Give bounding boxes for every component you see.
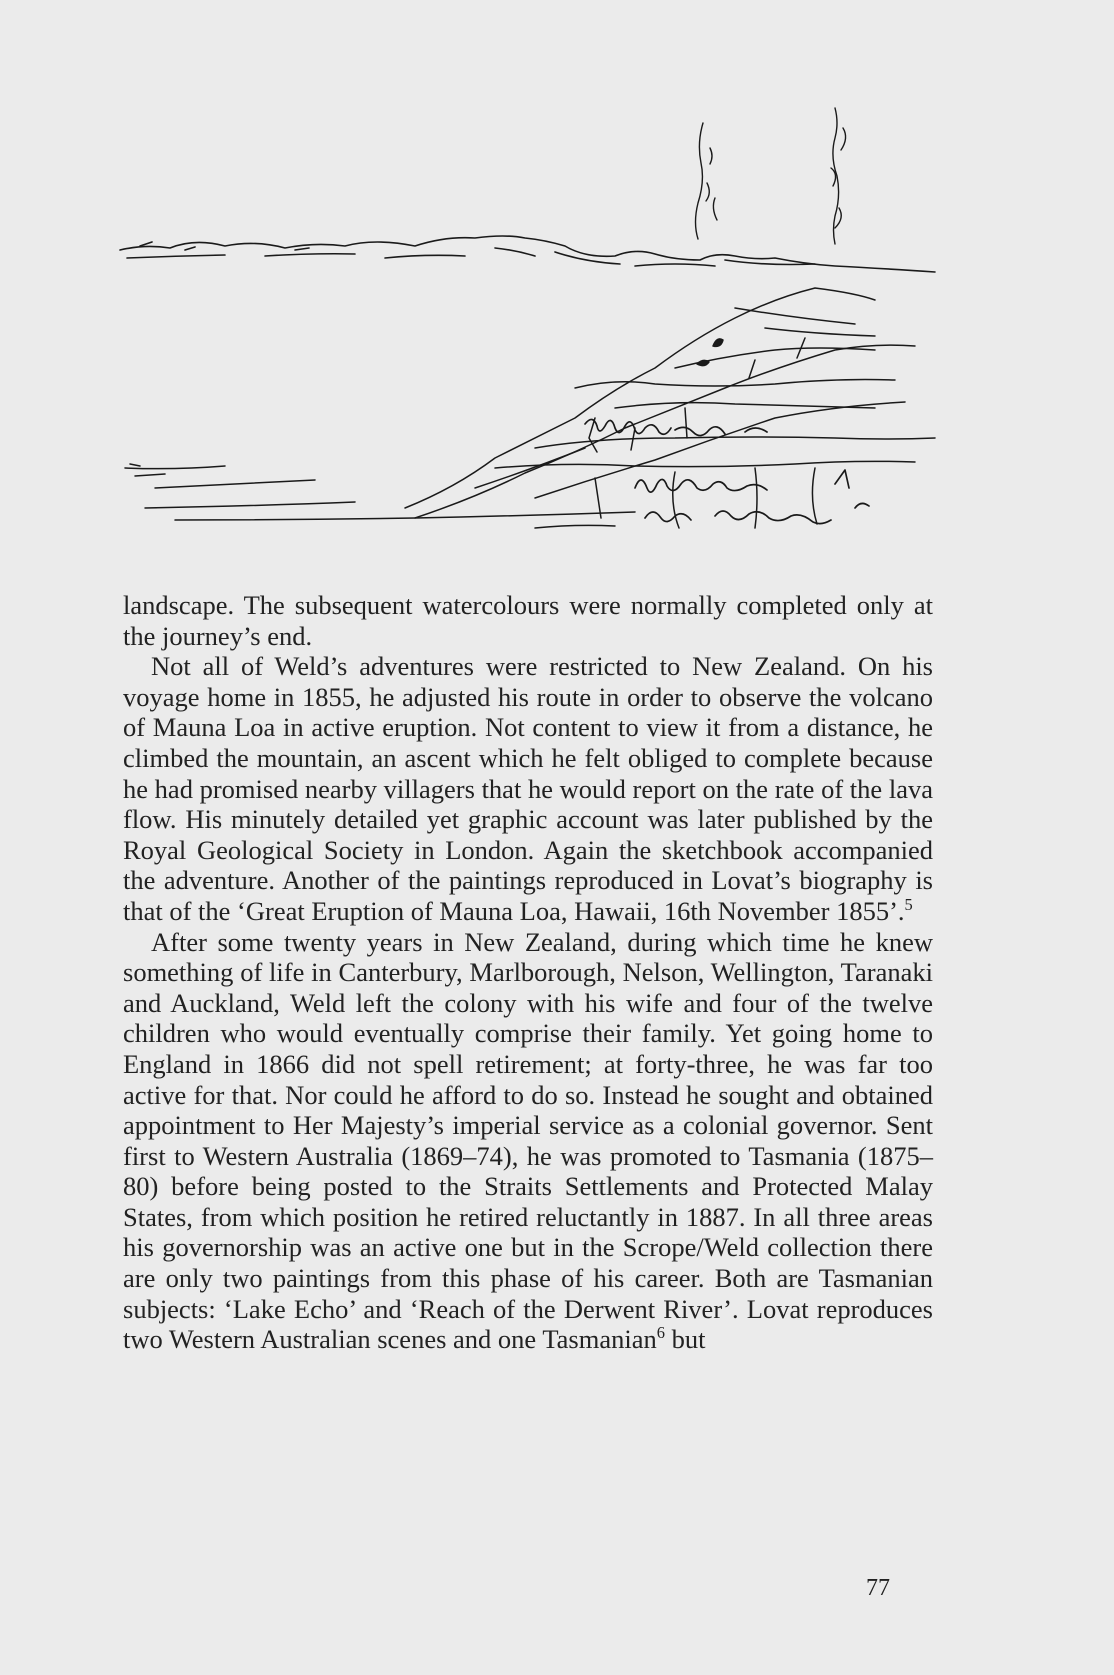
paragraph-tail: but bbox=[664, 1324, 706, 1355]
landscape-sketch bbox=[115, 88, 945, 590]
headland-cliffs bbox=[125, 288, 935, 528]
paragraph bbox=[123, 927, 933, 1355]
right-margin-scribbles bbox=[696, 108, 846, 244]
page-number: 77 bbox=[866, 1575, 890, 1601]
paragraph bbox=[123, 590, 933, 651]
paragraph-text: Not all of Weld’s adventures were restricted to New Zealand. On his voyage home in 1855, he adjusted his route in order to observe the volcano of Mauna Loa in active eruption. Not content to view it from a distance, he climbed the mountain, an ascent which he felt obliged to complete because he had promised nearby villagers that he would report on the rate of the lava flow. His minutely detailed yet graphic account was later published by the Royal Geological Society in London. Again the sketchbook accompanied the adventure. Another of the paintings reproduced in Lovat’s biography is that of the ‘Great Eruption of Mauna Loa, Hawaii, 16th November 1855’. bbox=[123, 651, 933, 926]
paragraph-text: landscape. The subsequent watercolours were normally completed only at the journey’s end. bbox=[123, 590, 933, 651]
footnote-marker: 6 bbox=[656, 1323, 665, 1343]
paragraph-text: After some twenty years in New Zealand, during which time he knew something of life in Canterbury, Marlborough, Nelson, Wellington, Taranaki and Auckland, Weld left the colony with his wife and four of the twelve children who would eventually comprise their family. Yet going home to England in 1866 did not spell retirement; at forty-three, he was far too active for that. Nor could he afford to do so. Instead he sought and obtained appointment to Her Majesty’s imperial service as a colonial governor. Sent first to Western Australia (1869–74), he was promoted to Tasmania (1875–80) before being posted to the Straits Settlements and Protected Malay States, from which position he retired reluctantly in 1887. In all three areas his governorship was an active one but in the Scrope/Weld collection there are only two paintings from this phase of his career. Both are Tasmanian subjects: ‘Lake Echo’ and ‘Reach of the Derwent River’. Lovat reproduces two Western Australian scenes and one Tasmanian bbox=[123, 926, 933, 1355]
paragraph bbox=[123, 651, 933, 926]
distant-hills bbox=[120, 236, 935, 272]
body-text bbox=[123, 590, 933, 1355]
footnote-marker: 5 bbox=[904, 895, 913, 915]
